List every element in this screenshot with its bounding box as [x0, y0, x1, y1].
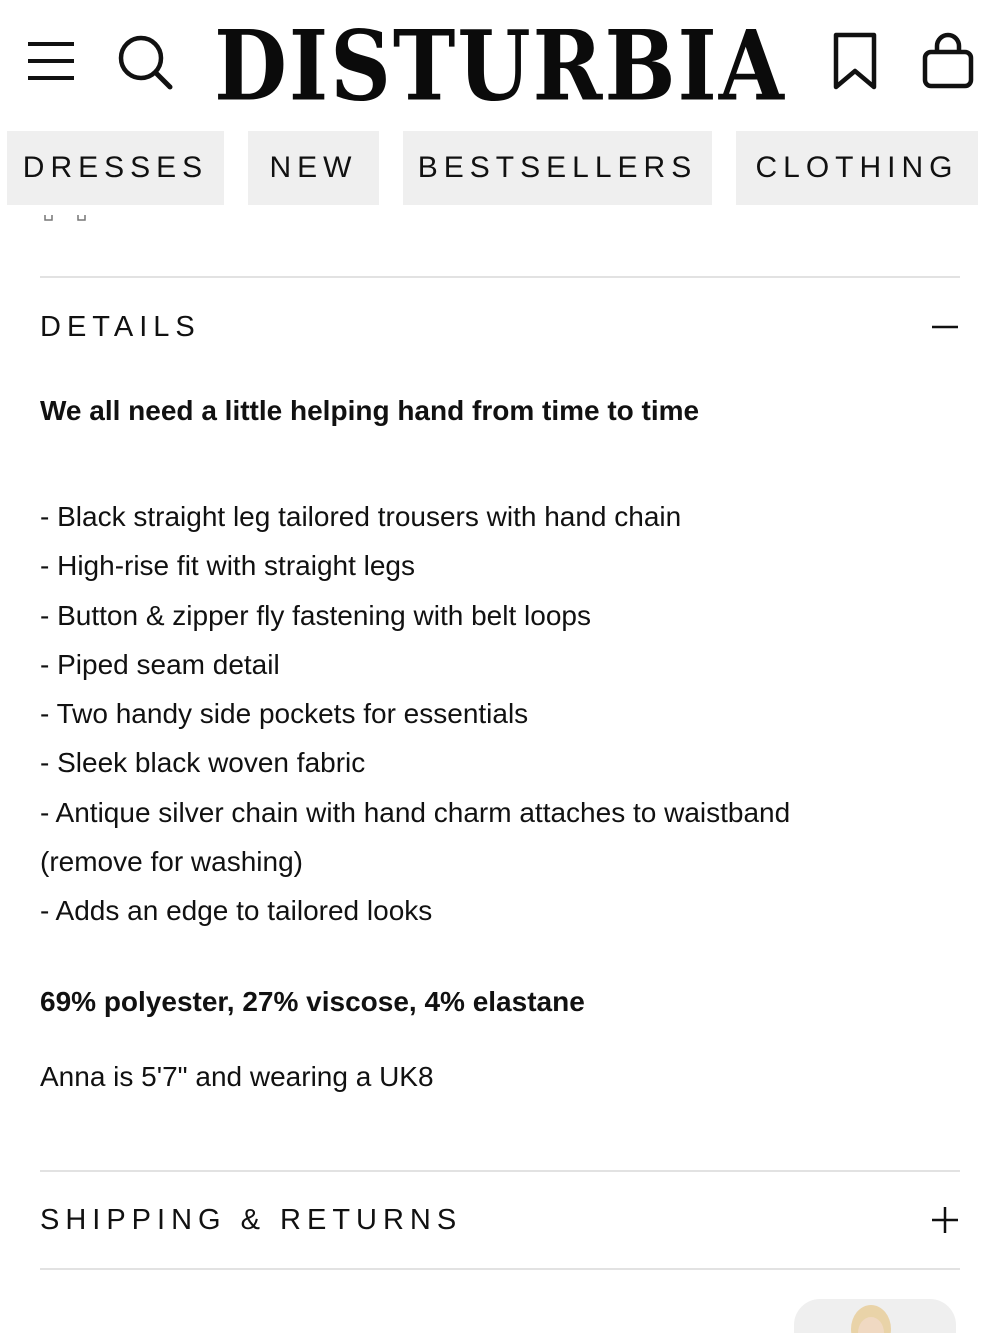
- list-item: - Black straight leg tailored trousers with hand chain: [40, 501, 682, 532]
- list-item: - Adds an edge to tailored looks: [40, 895, 433, 927]
- minus-icon[interactable]: [930, 312, 960, 342]
- fabric-composition: 69% polyester, 27% viscose, 4% elastane: [40, 986, 585, 1017]
- tab-new[interactable]: NEW: [248, 131, 379, 205]
- details-headline: We all need a little helping hand from time to time: [40, 395, 700, 426]
- scrolled-content-remnant: [44, 214, 90, 222]
- list-item: (remove for washing): [40, 846, 303, 878]
- list-item: - Sleek black woven fabric: [40, 747, 366, 779]
- shopping-bag-icon[interactable]: [920, 32, 976, 92]
- model-size-info: Anna is 5'7" and wearing a UK8: [40, 1061, 434, 1092]
- category-nav: [0, 131, 1000, 205]
- list-item: - Piped seam detail: [40, 648, 280, 680]
- section-divider: [40, 1170, 960, 1172]
- hamburger-menu-icon[interactable]: [26, 38, 76, 84]
- tab-clothing[interactable]: CLOTHING: [736, 131, 978, 205]
- details-accordion-header[interactable]: [40, 297, 960, 357]
- tab-dresses[interactable]: DRESSES: [7, 131, 224, 205]
- tab-bestsellers[interactable]: BESTSELLERS: [403, 131, 712, 205]
- site-logo[interactable]: DISTURBIA: [214, 8, 786, 122]
- list-item: - High-rise fit with straight legs: [40, 550, 416, 582]
- product-thumbnail-card[interactable]: [794, 1299, 956, 1333]
- details-list: [40, 492, 960, 936]
- shipping-title: SHIPPING & RETURNS: [40, 1203, 463, 1236]
- list-item: - Two handy side pockets for essentials: [40, 698, 529, 730]
- section-divider: [40, 276, 960, 278]
- bookmark-icon[interactable]: [830, 32, 880, 92]
- site-header: [0, 0, 1000, 125]
- list-item: - Antique silver chain with hand charm attaches to waistband: [40, 796, 791, 828]
- shipping-accordion-header[interactable]: [40, 1190, 960, 1250]
- list-item: - Button & zipper fly fastening with belt loops: [40, 599, 591, 631]
- search-icon[interactable]: [116, 32, 176, 92]
- details-title: DETAILS: [40, 310, 201, 343]
- plus-icon[interactable]: [930, 1205, 960, 1235]
- model-photo-thumbnail: [794, 1299, 956, 1333]
- section-divider: [40, 1268, 960, 1270]
